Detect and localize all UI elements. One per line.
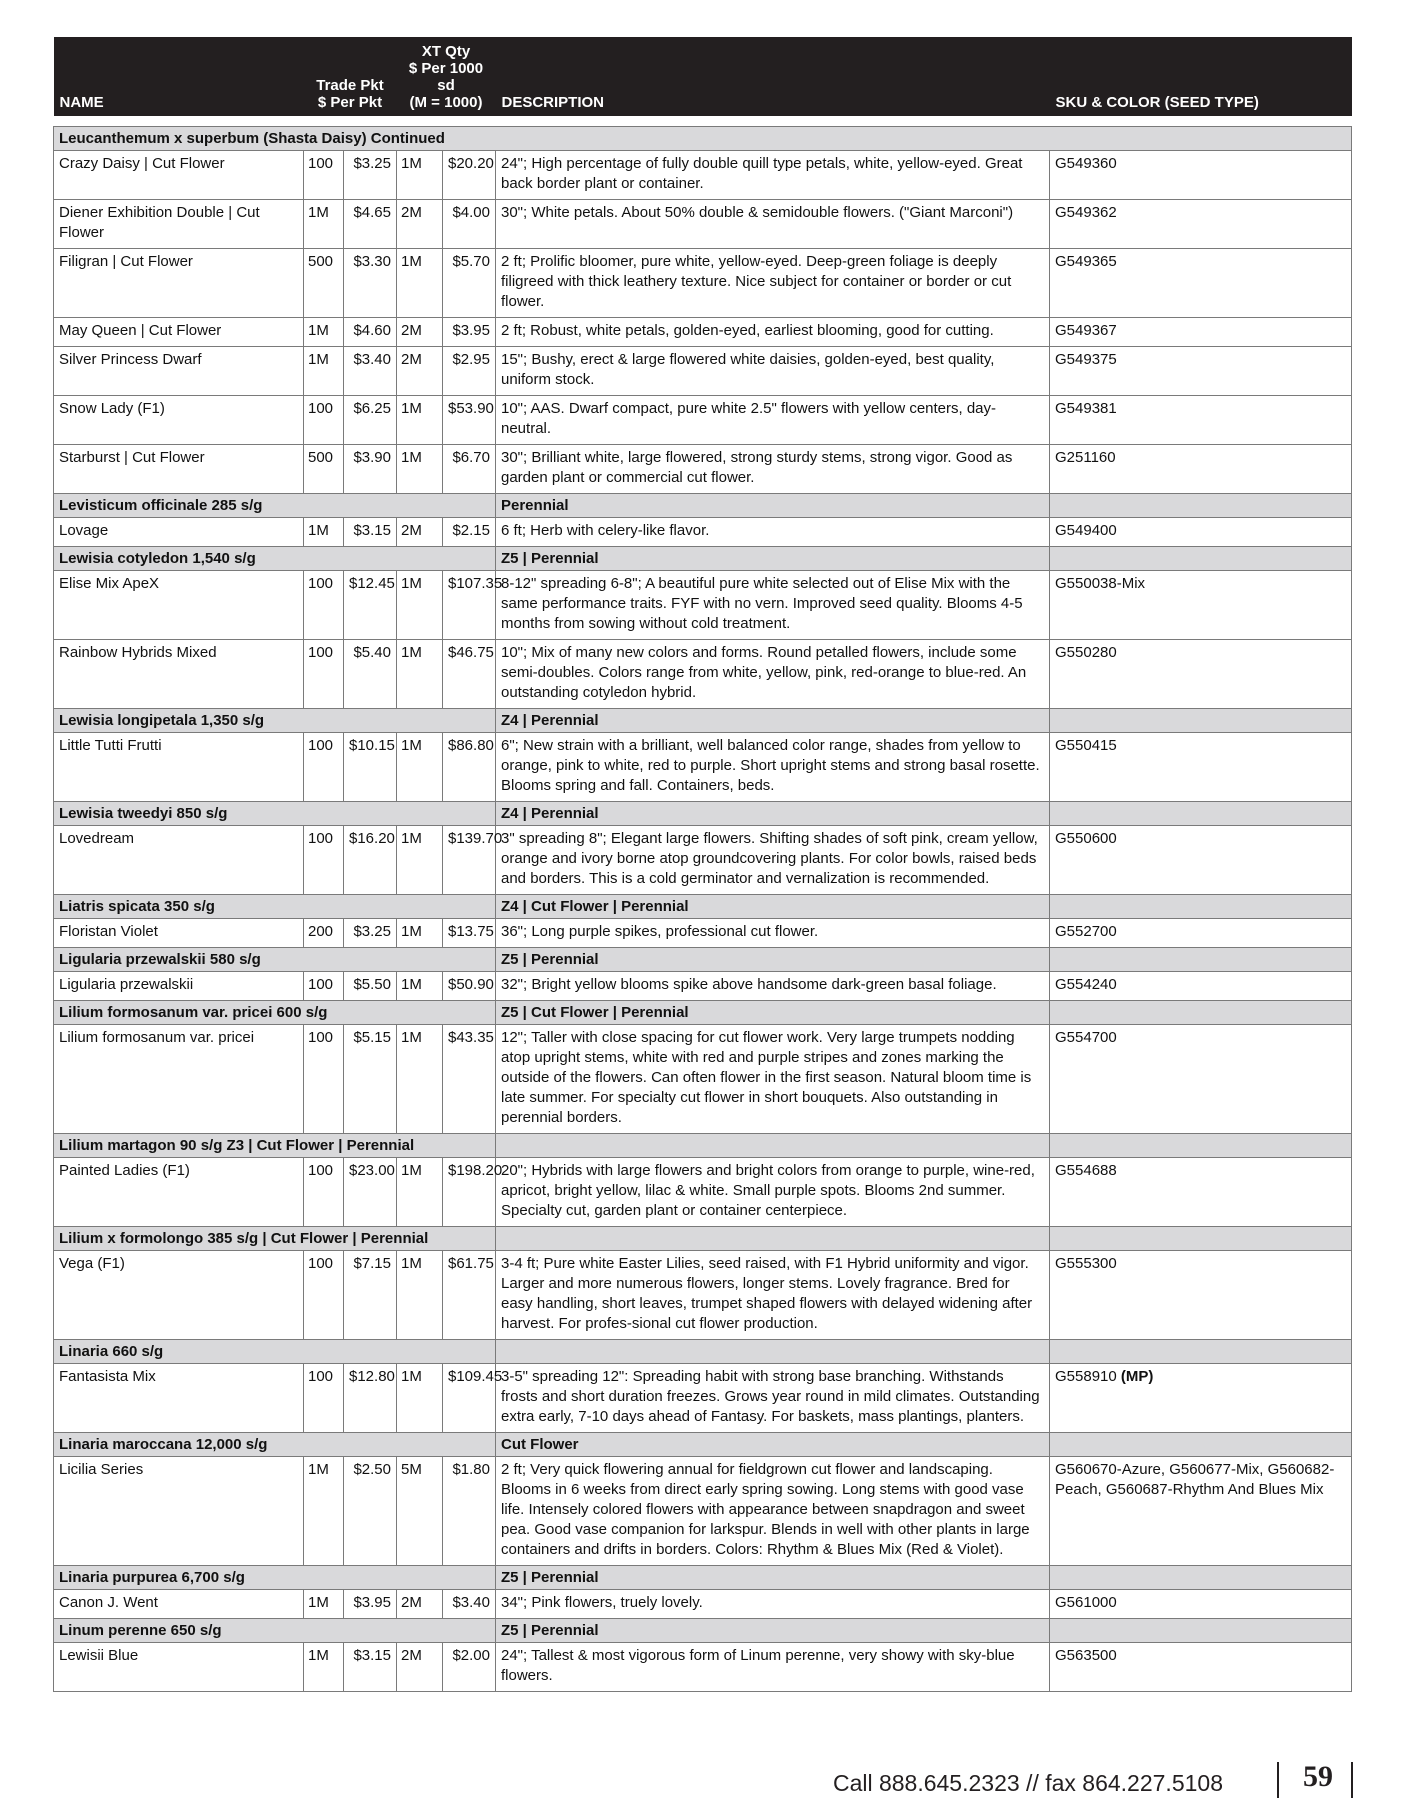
description: 12"; Taller with close spacing for cut flower work. Very large trumpets nodding atop upright stems, white with red and purple stripes and zones marking the outside of the flowers. Can often flower in the first season. Natural bloom time is late summer. For specialty cut flower in short bouquets. Also outstanding in perennial borders. bbox=[496, 1025, 1050, 1134]
xt-qty: 5M bbox=[397, 1457, 443, 1566]
variety-name: Canon J. Went bbox=[54, 1590, 304, 1619]
xt-qty: 1M bbox=[397, 1158, 443, 1227]
section-sku-blank bbox=[1050, 1619, 1352, 1643]
xt-price: $107.35 bbox=[443, 571, 496, 640]
xt-price: $43.35 bbox=[443, 1025, 496, 1134]
xt-price: $61.75 bbox=[443, 1251, 496, 1340]
trade-pkt-price: $3.25 bbox=[344, 919, 397, 948]
trade-pkt-price: $3.25 bbox=[344, 151, 397, 200]
trade-pkt-qty: 1M bbox=[304, 1643, 344, 1692]
table-row bbox=[54, 249, 1352, 318]
xt-price: $6.70 bbox=[443, 445, 496, 494]
table-header bbox=[54, 37, 1352, 116]
xt-qty: 2M bbox=[397, 518, 443, 547]
sku-cell bbox=[1050, 1158, 1352, 1227]
sku-cell bbox=[1050, 396, 1352, 445]
sku-code: G555300 bbox=[1055, 1255, 1117, 1272]
footer-divider bbox=[1351, 1762, 1353, 1798]
table-row bbox=[54, 640, 1352, 709]
contact-info: Call 888.645.2323 // fax 864.227.5108 bbox=[832, 1770, 1223, 1796]
sku-cell bbox=[1050, 200, 1352, 249]
sku-code: G549375 bbox=[1055, 351, 1117, 368]
section-sku-blank bbox=[1050, 1134, 1352, 1158]
description: 2 ft; Very quick flowering annual for fieldgrown cut flower and landscaping. Blooms in 6 weeks from direct early spring sowing. Long stems with good vase life. Intensely colored flowers with appearance between snapdragon and sweet pea. Good vase companion for larkspur. Blends in well with other plants in large containers and drifts in borders. Colors: Rhythm & Blues Mix (Red & Violet). bbox=[496, 1457, 1050, 1566]
variety-name: Rainbow Hybrids Mixed bbox=[54, 640, 304, 709]
sku-code: G550415 bbox=[1055, 737, 1117, 754]
section-title: Lewisia longipetala 1,350 s/g bbox=[54, 709, 496, 733]
trade-pkt-qty: 100 bbox=[304, 1158, 344, 1227]
sku-cell bbox=[1050, 826, 1352, 895]
xt-price: $139.70 bbox=[443, 826, 496, 895]
xt-price: $46.75 bbox=[443, 640, 496, 709]
section-tag: Perennial bbox=[496, 494, 1050, 518]
sku-cell bbox=[1050, 518, 1352, 547]
xt-price: $4.00 bbox=[443, 200, 496, 249]
sku-cell bbox=[1050, 318, 1352, 347]
sku-cell bbox=[1050, 1643, 1352, 1692]
section-tag: Z5 | Cut Flower | Perennial bbox=[496, 1001, 1050, 1025]
trade-pkt-price: $4.65 bbox=[344, 200, 397, 249]
xt-price: $2.00 bbox=[443, 1643, 496, 1692]
table-body bbox=[54, 127, 1352, 1692]
section-tag bbox=[496, 1340, 1050, 1364]
sku-code: G558910 bbox=[1055, 1368, 1117, 1385]
section-header bbox=[54, 547, 1352, 571]
trade-pkt-price: $5.15 bbox=[344, 1025, 397, 1134]
trade-pkt-price: $3.90 bbox=[344, 445, 397, 494]
trade-pkt-price: $6.25 bbox=[344, 396, 397, 445]
trade-pkt-qty: 1M bbox=[304, 1457, 344, 1566]
xt-price: $53.90 bbox=[443, 396, 496, 445]
section-sku-blank bbox=[1050, 1340, 1352, 1364]
section-sku-blank bbox=[1050, 895, 1352, 919]
variety-name: Fantasista Mix bbox=[54, 1364, 304, 1433]
variety-name: Starburst | Cut Flower bbox=[54, 445, 304, 494]
trade-pkt-qty: 1M bbox=[304, 1590, 344, 1619]
table-row bbox=[54, 919, 1352, 948]
xt-price: $3.40 bbox=[443, 1590, 496, 1619]
section-header bbox=[54, 895, 1352, 919]
trade-pkt-qty: 200 bbox=[304, 919, 344, 948]
table-row bbox=[54, 200, 1352, 249]
variety-name: Lovage bbox=[54, 518, 304, 547]
description: 3-5" spreading 12": Spreading habit with strong base branching. Withstands frosts and short duration freezes. Grows year round in mild climates. Outstanding extra early, 7-10 days ahead of Fantasy. For baskets, mass plantings, planters. bbox=[496, 1364, 1050, 1433]
footer-divider bbox=[1277, 1762, 1279, 1798]
sku-cell bbox=[1050, 640, 1352, 709]
table-row bbox=[54, 347, 1352, 396]
section-sku-blank bbox=[1050, 802, 1352, 826]
trade-pkt-qty: 100 bbox=[304, 1251, 344, 1340]
section-title: Linaria 660 s/g bbox=[54, 1340, 496, 1364]
table-row bbox=[54, 151, 1352, 200]
seed-price-table bbox=[53, 37, 1352, 1692]
xt-qty: 2M bbox=[397, 200, 443, 249]
xt-qty: 1M bbox=[397, 571, 443, 640]
xt-qty: 2M bbox=[397, 347, 443, 396]
trade-pkt-price: $3.15 bbox=[344, 1643, 397, 1692]
section-header bbox=[54, 948, 1352, 972]
variety-name: Silver Princess Dwarf bbox=[54, 347, 304, 396]
sku-code: G550038-Mix bbox=[1055, 575, 1146, 592]
header-xt-line1: XT Qty bbox=[421, 43, 471, 60]
sku-cell bbox=[1050, 1457, 1352, 1566]
sku-code: G560670-Azure, G560677-Mix, G560682-Peach, G560687-Rhythm And Blues Mix bbox=[1055, 1461, 1335, 1498]
description: 24"; Tallest & most vigorous form of Linum perenne, very showy with sky-blue flowers. bbox=[496, 1643, 1050, 1692]
description: 6 ft; Herb with celery-like flavor. bbox=[496, 518, 1050, 547]
section-header bbox=[54, 494, 1352, 518]
description: 30"; White petals. About 50% double & semidouble flowers. ("Giant Marconi") bbox=[496, 200, 1050, 249]
section-header bbox=[54, 1001, 1352, 1025]
description: 10"; Mix of many new colors and forms. Round petalled flowers, include some semi-doubles. Colors range from white, yellow, pink, red-orange to blue-red. An outstanding cotyledon hybrid. bbox=[496, 640, 1050, 709]
xt-price: $20.20 bbox=[443, 151, 496, 200]
table-row bbox=[54, 1364, 1352, 1433]
trade-pkt-qty: 100 bbox=[304, 396, 344, 445]
variety-name: May Queen | Cut Flower bbox=[54, 318, 304, 347]
xt-qty: 1M bbox=[397, 445, 443, 494]
section-title: Lilium formosanum var. pricei 600 s/g bbox=[54, 1001, 496, 1025]
header-trade-pkt-line2: $ Per Pkt bbox=[317, 94, 383, 111]
trade-pkt-price: $5.40 bbox=[344, 640, 397, 709]
sku-code: G552700 bbox=[1055, 923, 1117, 940]
trade-pkt-price: $12.45 bbox=[344, 571, 397, 640]
trade-pkt-price: $3.40 bbox=[344, 347, 397, 396]
description: 15"; Bushy, erect & large flowered white daisies, golden-eyed, best quality, uniform stock. bbox=[496, 347, 1050, 396]
trade-pkt-price: $10.15 bbox=[344, 733, 397, 802]
variety-name: Lovedream bbox=[54, 826, 304, 895]
sku-cell bbox=[1050, 249, 1352, 318]
sku-cell bbox=[1050, 445, 1352, 494]
section-sku-blank bbox=[1050, 1227, 1352, 1251]
sku-cell bbox=[1050, 1364, 1352, 1433]
table-row bbox=[54, 1590, 1352, 1619]
table-row bbox=[54, 1251, 1352, 1340]
section-header bbox=[54, 1433, 1352, 1457]
trade-pkt-qty: 100 bbox=[304, 571, 344, 640]
header-sku: SKU & COLOR (SEED TYPE) bbox=[1050, 37, 1352, 116]
description: 32"; Bright yellow blooms spike above handsome dark-green basal foliage. bbox=[496, 972, 1050, 1001]
xt-qty: 1M bbox=[397, 151, 443, 200]
variety-name: Snow Lady (F1) bbox=[54, 396, 304, 445]
section-title: Linaria maroccana 12,000 s/g bbox=[54, 1433, 496, 1457]
variety-name: Vega (F1) bbox=[54, 1251, 304, 1340]
trade-pkt-price: $5.50 bbox=[344, 972, 397, 1001]
xt-price: $5.70 bbox=[443, 249, 496, 318]
description: 2 ft; Prolific bloomer, pure white, yellow-eyed. Deep-green foliage is deeply filigreed with thick leathery texture. Nice subject for container or border or cut flower. bbox=[496, 249, 1050, 318]
xt-qty: 1M bbox=[397, 640, 443, 709]
section-header bbox=[54, 1340, 1352, 1364]
table-row bbox=[54, 518, 1352, 547]
section-sku-blank bbox=[1050, 1566, 1352, 1590]
table-row bbox=[54, 318, 1352, 347]
xt-qty: 1M bbox=[397, 826, 443, 895]
trade-pkt-qty: 100 bbox=[304, 1025, 344, 1134]
xt-qty: 2M bbox=[397, 318, 443, 347]
section-sku-blank bbox=[1050, 1001, 1352, 1025]
description: 3-4 ft; Pure white Easter Lilies, seed raised, with F1 Hybrid uniformity and vigor. Larger and more numerous flowers, longer stems. Lovely fragrance. Bred for easy handling, short leaves, trumpet shaped flowers with delayed widening after harvest. For profes-sional cut flower production. bbox=[496, 1251, 1050, 1340]
xt-price: $13.75 bbox=[443, 919, 496, 948]
trade-pkt-price: $12.80 bbox=[344, 1364, 397, 1433]
variety-name: Lilium formosanum var. pricei bbox=[54, 1025, 304, 1134]
trade-pkt-price: $7.15 bbox=[344, 1251, 397, 1340]
description: 34"; Pink flowers, truely lovely. bbox=[496, 1590, 1050, 1619]
trade-pkt-qty: 100 bbox=[304, 640, 344, 709]
section-title: Leucanthemum x superbum (Shasta Daisy) Continued bbox=[54, 127, 1352, 151]
description: 24"; High percentage of fully double quill type petals, white, yellow-eyed. Great back border plant or container. bbox=[496, 151, 1050, 200]
description: 10"; AAS. Dwarf compact, pure white 2.5" flowers with yellow centers, day-neutral. bbox=[496, 396, 1050, 445]
section-header bbox=[54, 1619, 1352, 1643]
section-tag: Z4 | Cut Flower | Perennial bbox=[496, 895, 1050, 919]
trade-pkt-qty: 500 bbox=[304, 445, 344, 494]
table-row bbox=[54, 826, 1352, 895]
seed-type-badge: (MP) bbox=[1120, 1368, 1154, 1385]
sku-code: G550280 bbox=[1055, 644, 1117, 661]
xt-price: $86.80 bbox=[443, 733, 496, 802]
variety-name: Painted Ladies (F1) bbox=[54, 1158, 304, 1227]
header-trade-pkt bbox=[304, 37, 397, 116]
variety-name: Diener Exhibition Double | Cut Flower bbox=[54, 200, 304, 249]
variety-name: Lewisii Blue bbox=[54, 1643, 304, 1692]
variety-name: Filigran | Cut Flower bbox=[54, 249, 304, 318]
trade-pkt-qty: 100 bbox=[304, 972, 344, 1001]
section-title: Lewisia cotyledon 1,540 s/g bbox=[54, 547, 496, 571]
header-xt-qty bbox=[397, 37, 496, 116]
page-number: 59 bbox=[1303, 1760, 1333, 1793]
table-row bbox=[54, 1158, 1352, 1227]
variety-name: Little Tutti Frutti bbox=[54, 733, 304, 802]
sku-cell bbox=[1050, 733, 1352, 802]
xt-qty: 1M bbox=[397, 733, 443, 802]
trade-pkt-price: $4.60 bbox=[344, 318, 397, 347]
trade-pkt-price: $16.20 bbox=[344, 826, 397, 895]
header-xt-line2: $ Per 1000 sd bbox=[408, 60, 484, 94]
section-sku-blank bbox=[1050, 547, 1352, 571]
trade-pkt-price: $23.00 bbox=[344, 1158, 397, 1227]
header-trade-pkt-line1: Trade Pkt bbox=[316, 77, 384, 94]
section-tag bbox=[496, 1227, 1050, 1251]
header-name: NAME bbox=[54, 37, 304, 116]
xt-qty: 1M bbox=[397, 396, 443, 445]
xt-qty: 1M bbox=[397, 249, 443, 318]
table-row bbox=[54, 571, 1352, 640]
section-title: Ligularia przewalskii 580 s/g bbox=[54, 948, 496, 972]
section-tag: Z4 | Perennial bbox=[496, 709, 1050, 733]
trade-pkt-qty: 100 bbox=[304, 826, 344, 895]
xt-qty: 1M bbox=[397, 919, 443, 948]
sku-code: G554688 bbox=[1055, 1162, 1117, 1179]
section-title: Levisticum officinale 285 s/g bbox=[54, 494, 496, 518]
xt-price: $50.90 bbox=[443, 972, 496, 1001]
section-header bbox=[54, 802, 1352, 826]
table-row bbox=[54, 396, 1352, 445]
description: 6"; New strain with a brilliant, well balanced color range, shades from yellow to orange, pink to white, red to purple. Short upright stems and strong basal rosette. Blooms spring and fall. Containers, beds. bbox=[496, 733, 1050, 802]
sku-code: G554240 bbox=[1055, 976, 1117, 993]
trade-pkt-qty: 1M bbox=[304, 318, 344, 347]
section-header bbox=[54, 1134, 1352, 1158]
xt-qty: 1M bbox=[397, 1364, 443, 1433]
section-header bbox=[54, 1566, 1352, 1590]
table-row bbox=[54, 972, 1352, 1001]
section-tag: Z4 | Perennial bbox=[496, 802, 1050, 826]
xt-qty: 1M bbox=[397, 972, 443, 1001]
description: 2 ft; Robust, white petals, golden-eyed, earliest blooming, good for cutting. bbox=[496, 318, 1050, 347]
description: 36"; Long purple spikes, professional cut flower. bbox=[496, 919, 1050, 948]
xt-price: $109.45 bbox=[443, 1364, 496, 1433]
trade-pkt-qty: 1M bbox=[304, 518, 344, 547]
section-title: Lewisia tweedyi 850 s/g bbox=[54, 802, 496, 826]
sku-cell bbox=[1050, 1590, 1352, 1619]
xt-qty: 1M bbox=[397, 1251, 443, 1340]
section-tag bbox=[496, 1134, 1050, 1158]
xt-price: $1.80 bbox=[443, 1457, 496, 1566]
trade-pkt-price: $3.30 bbox=[344, 249, 397, 318]
sku-cell bbox=[1050, 347, 1352, 396]
section-tag: Cut Flower bbox=[496, 1433, 1050, 1457]
section-title: Liatris spicata 350 s/g bbox=[54, 895, 496, 919]
variety-name: Crazy Daisy | Cut Flower bbox=[54, 151, 304, 200]
sku-cell bbox=[1050, 1251, 1352, 1340]
sku-code: G549362 bbox=[1055, 204, 1117, 221]
sku-cell bbox=[1050, 151, 1352, 200]
section-sku-blank bbox=[1050, 494, 1352, 518]
sku-code: G251160 bbox=[1055, 449, 1116, 466]
section-header bbox=[54, 709, 1352, 733]
header-xt-line3: (M = 1000) bbox=[409, 94, 483, 111]
xt-qty: 1M bbox=[397, 1025, 443, 1134]
sku-code: G549400 bbox=[1055, 522, 1117, 539]
section-tag: Z5 | Perennial bbox=[496, 948, 1050, 972]
sku-code: G561000 bbox=[1055, 1594, 1117, 1611]
xt-price: $3.95 bbox=[443, 318, 496, 347]
header-description: DESCRIPTION bbox=[496, 37, 1050, 116]
table-row bbox=[54, 1025, 1352, 1134]
sku-cell bbox=[1050, 1025, 1352, 1134]
section-header bbox=[54, 1227, 1352, 1251]
section-sku-blank bbox=[1050, 948, 1352, 972]
sku-code: G549367 bbox=[1055, 322, 1117, 339]
sku-code: G550600 bbox=[1055, 830, 1117, 847]
xt-price: $2.95 bbox=[443, 347, 496, 396]
table-row bbox=[54, 1643, 1352, 1692]
variety-name: Ligularia przewalskii bbox=[54, 972, 304, 1001]
table-row bbox=[54, 1457, 1352, 1566]
trade-pkt-qty: 1M bbox=[304, 200, 344, 249]
sku-code: G549360 bbox=[1055, 155, 1117, 172]
section-tag: Z5 | Perennial bbox=[496, 1619, 1050, 1643]
variety-name: Floristan Violet bbox=[54, 919, 304, 948]
xt-price: $198.20 bbox=[443, 1158, 496, 1227]
section-sku-blank bbox=[1050, 709, 1352, 733]
sku-code: G549381 bbox=[1055, 400, 1117, 417]
page-footer bbox=[800, 1762, 1360, 1802]
description: 20"; Hybrids with large flowers and bright colors from orange to purple, wine-red, apricot, bright yellow, lilac & white. Small purple spots. Blooms 2nd summer. Specialty cut, garden plant or container centerpiece. bbox=[496, 1158, 1050, 1227]
trade-pkt-qty: 1M bbox=[304, 347, 344, 396]
section-title: Linum perenne 650 s/g bbox=[54, 1619, 496, 1643]
variety-name: Elise Mix ApeX bbox=[54, 571, 304, 640]
xt-price: $2.15 bbox=[443, 518, 496, 547]
section-sku-blank bbox=[1050, 1433, 1352, 1457]
trade-pkt-qty: 100 bbox=[304, 1364, 344, 1433]
sku-cell bbox=[1050, 571, 1352, 640]
trade-pkt-price: $2.50 bbox=[344, 1457, 397, 1566]
trade-pkt-price: $3.95 bbox=[344, 1590, 397, 1619]
variety-name: Licilia Series bbox=[54, 1457, 304, 1566]
sku-code: G554700 bbox=[1055, 1029, 1117, 1046]
sku-code: G549365 bbox=[1055, 253, 1117, 270]
section-title: Linaria purpurea 6,700 s/g bbox=[54, 1566, 496, 1590]
sku-cell bbox=[1050, 919, 1352, 948]
section-title: Lilium x formolongo 385 s/g | Cut Flower | Perennial bbox=[54, 1227, 496, 1251]
trade-pkt-qty: 500 bbox=[304, 249, 344, 318]
xt-qty: 2M bbox=[397, 1643, 443, 1692]
section-tag: Z5 | Perennial bbox=[496, 547, 1050, 571]
section-header bbox=[54, 127, 1352, 151]
sku-cell bbox=[1050, 972, 1352, 1001]
description: 3" spreading 8"; Elegant large flowers. Shifting shades of soft pink, cream yellow, orange and ivory borne atop groundcovering plants. For color bowls, raised beds and borders. This is a cold germinator and vernalization is recommended. bbox=[496, 826, 1050, 895]
xt-qty: 2M bbox=[397, 1590, 443, 1619]
description: 30"; Brilliant white, large flowered, strong sturdy stems, strong vigor. Good as garden plant or commercial cut flower. bbox=[496, 445, 1050, 494]
table-row bbox=[54, 445, 1352, 494]
trade-pkt-price: $3.15 bbox=[344, 518, 397, 547]
trade-pkt-qty: 100 bbox=[304, 733, 344, 802]
description: 8-12" spreading 6-8"; A beautiful pure white selected out of Elise Mix with the same performance traits. FYF with no vern. Improved seed quality. Blooms 4-5 months from sowing without cold treatment. bbox=[496, 571, 1050, 640]
price-list bbox=[53, 37, 1351, 1692]
section-title: Lilium martagon 90 s/g Z3 | Cut Flower | Perennial bbox=[54, 1134, 496, 1158]
trade-pkt-qty: 100 bbox=[304, 151, 344, 200]
section-tag: Z5 | Perennial bbox=[496, 1566, 1050, 1590]
table-row bbox=[54, 733, 1352, 802]
sku-code: G563500 bbox=[1055, 1647, 1117, 1664]
